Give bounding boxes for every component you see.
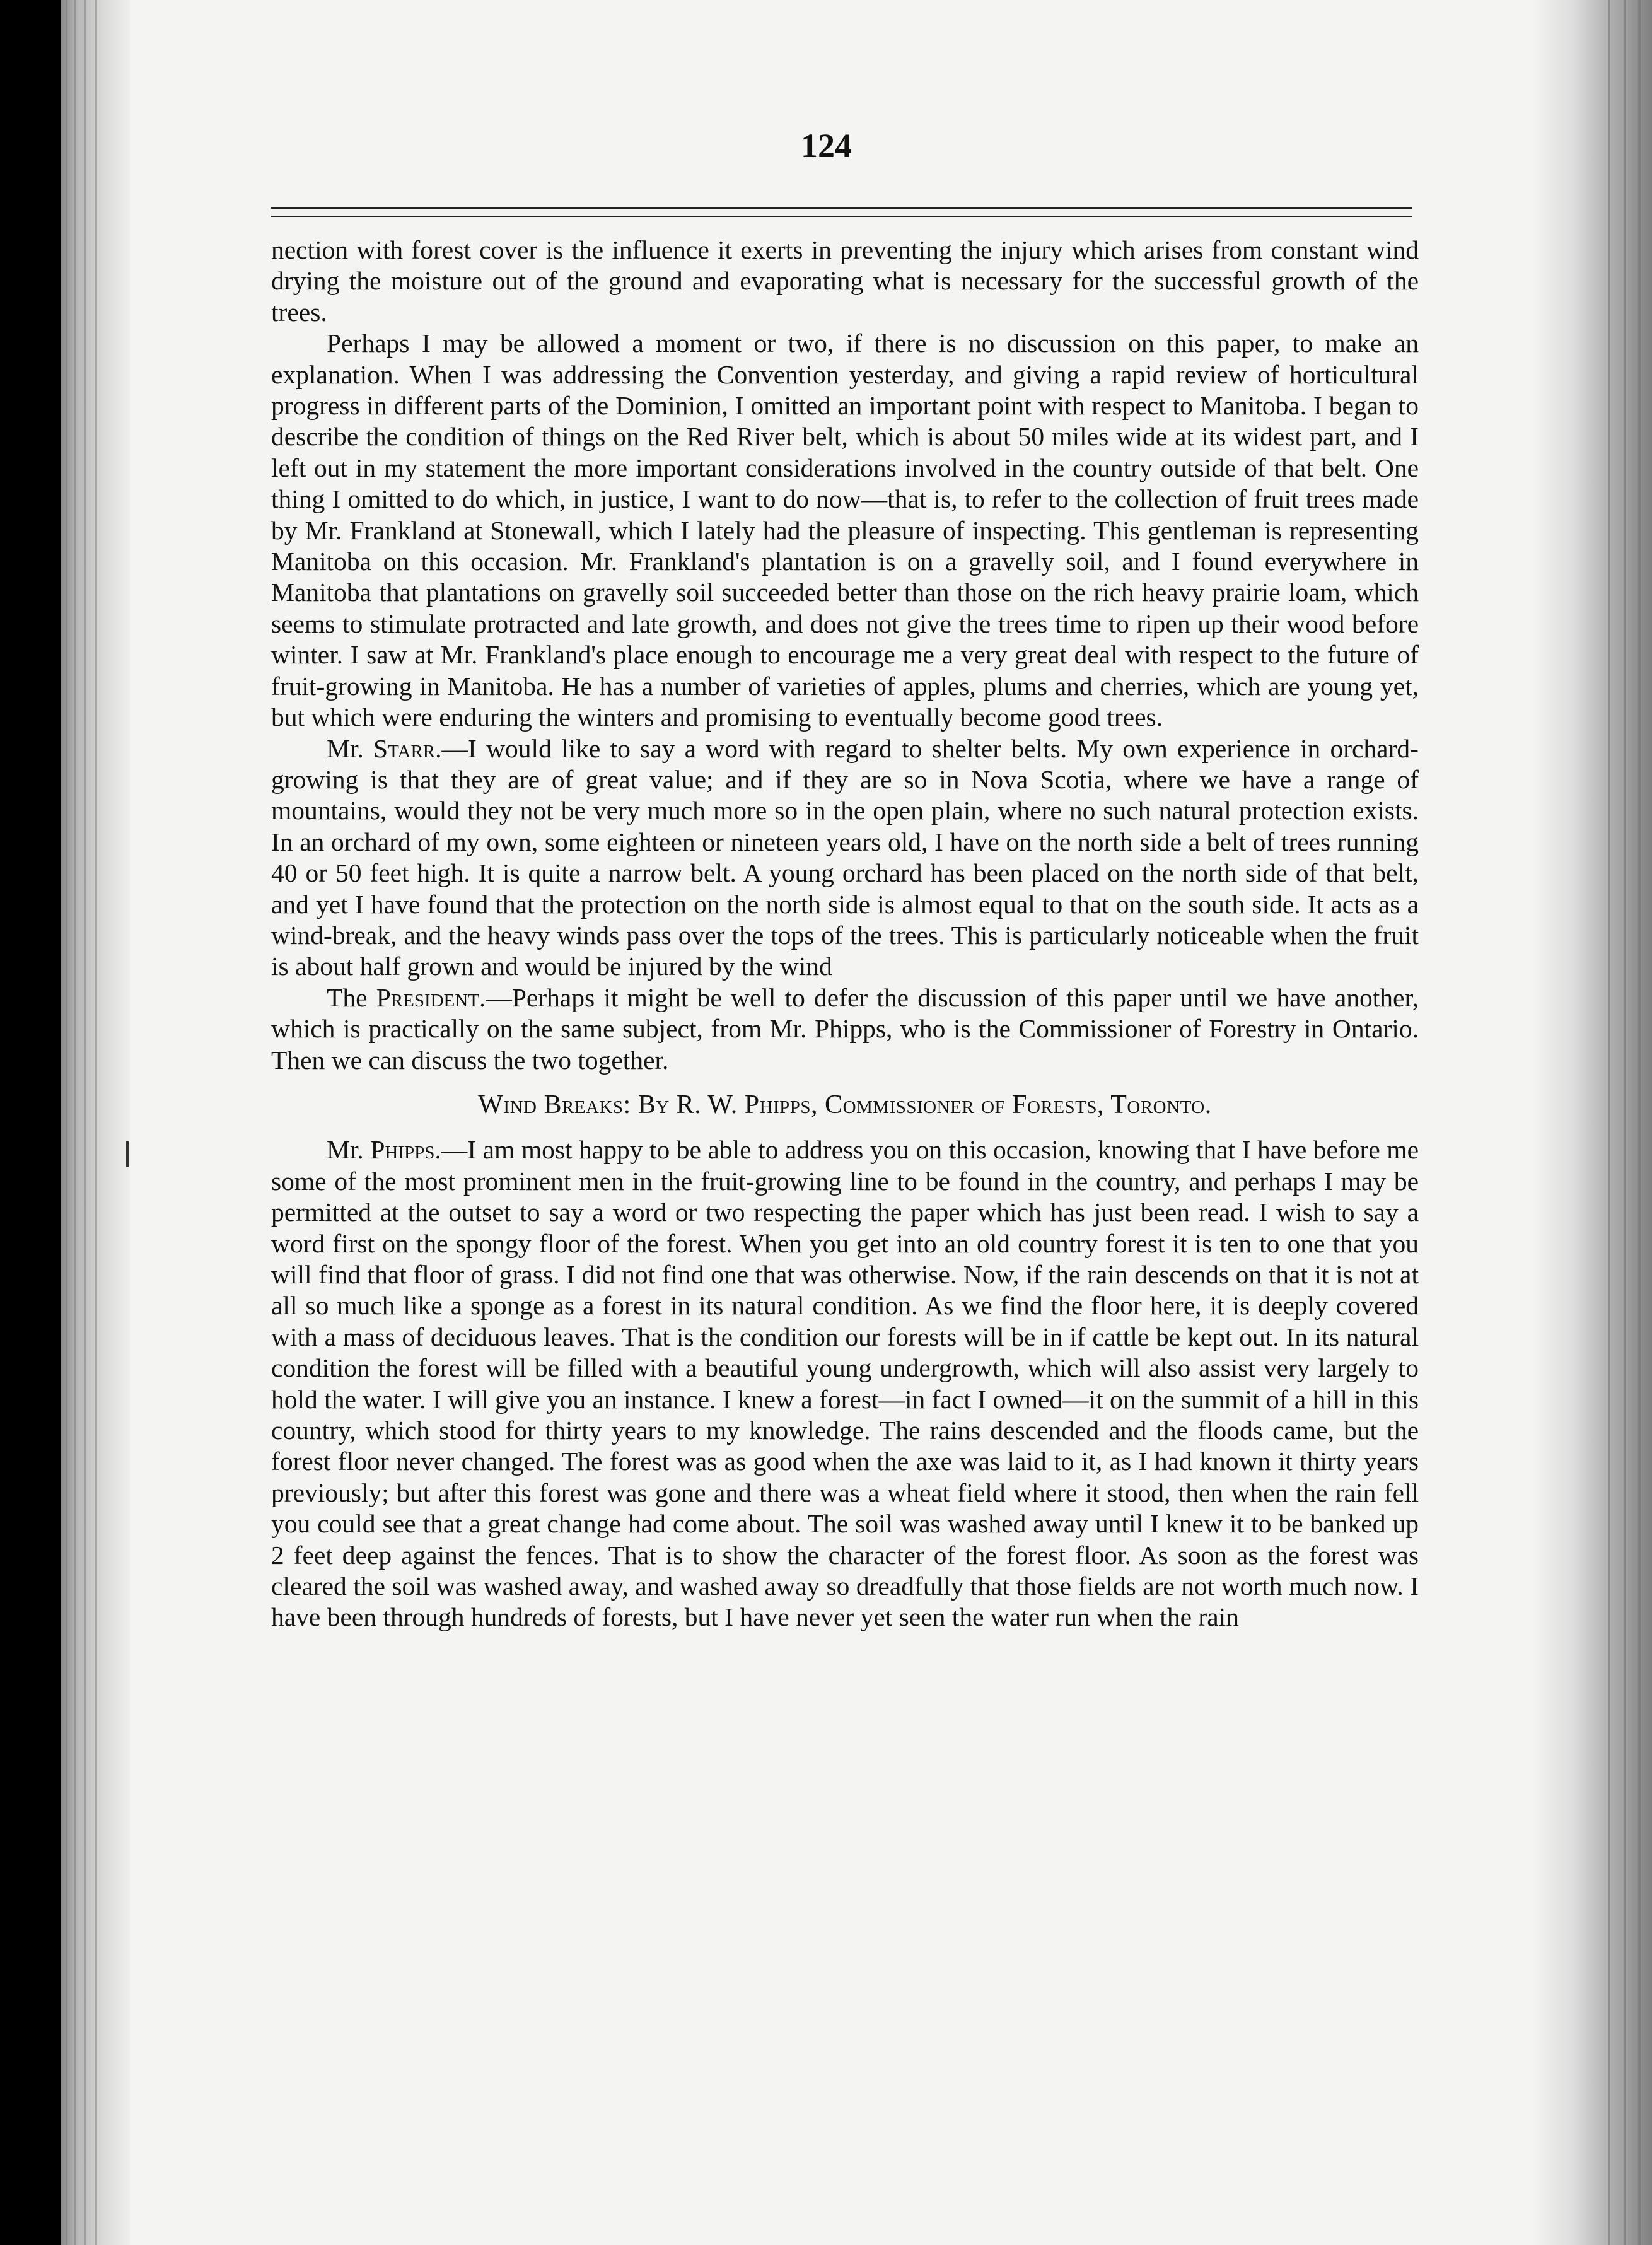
speaker-name: President.	[376, 983, 486, 1012]
paragraph	[271, 983, 1419, 1076]
scan-edge-right	[1532, 0, 1652, 2245]
header-rule-bottom	[271, 216, 1412, 217]
header-rule-top	[271, 207, 1412, 209]
paragraph-text: Mr.	[327, 733, 374, 763]
paragraph-text: Perhaps I may be allowed a moment or two, if there is no discussion on this paper, to make an explanation. When I was addressing the Convention yesterday, and giving a rapid review of horticultural progress in different parts of the Dominion, I omitted an important point with respect to Manitoba. I began to describe the condition of things on the Red River belt, which is about 50 miles wide at its widest part, and I left out in my statement the more important considerations involved in the country outside of that belt. One thing I omitted to do which, in justice, I want to do now—that is, to refer to the collection of fruit trees made by Mr. Frankland at Stonewall, which I lately had the pleasure of inspecting. This gentleman is representing Manitoba on this occasion. Mr. Frankland's plantation is on a gravelly soil, and I found everywhere in Manitoba that plantations on gravelly soil succeeded better than those on the rich heavy prairie loam, which seems to stimulate protracted and late growth, and does not give the trees time to ripen up their wood before winter. I saw at Mr. Frankland's place enough to encourage me a very great deal with respect to the future of fruit-growing in Manitoba. He has a number of varieties of apples, plums and cherries, which are young yet, but which were enduring the winters and promising to eventually become good trees.	[271, 329, 1419, 732]
paragraph	[271, 328, 1419, 733]
scan-edge-left	[61, 0, 130, 2245]
paragraph	[271, 235, 1419, 328]
paragraph	[271, 1134, 1419, 1633]
paragraph-text: The	[327, 983, 376, 1012]
body-text	[271, 235, 1419, 1633]
speaker-name: Phipps.	[370, 1135, 441, 1165]
paragraph-text: —Perhaps it might be well to defer the discussion of this paper until we have another, which is practically on the same subject, from Mr. Phipps, who is the Commissioner of Forestry in Ontario. Then we can discuss the two together.	[271, 983, 1419, 1075]
paragraph-text: nection with forest cover is the influence it exerts in preventing the injury which arises from constant wind drying the moisture out of the ground and evaporating what is necessary for the successful growth of the trees.	[271, 235, 1419, 327]
paragraph	[271, 733, 1419, 983]
paragraph-text: —I would like to say a word with regard to shelter belts. My own experience in orchard-growing is that they are of great value; and if they are so in Nova Scotia, where we have a range of mountains, would they not be very much more so in the open plain, where no such natural protection exists. In an orchard of my own, some eighteen or nineteen years old, I have on the north side a belt of trees running 40 or 50 feet high. It is quite a narrow belt. A young orchard has been placed on the north side of that belt, and yet I have found that the protection on the north side is almost equal to that on the south side. It acts as a wind-break, and the heavy winds pass over the tops of the trees. This is particularly noticeable when the fruit is about half grown and would be injured by the wind	[271, 733, 1419, 981]
paragraph-group-1	[271, 235, 1419, 1076]
speaker-name: Starr.	[373, 733, 442, 763]
section-heading: Wind Breaks: By R. W. Phipps, Commissioner of Forests, Toronto.	[478, 1090, 1212, 1119]
paragraph-text: Mr.	[327, 1135, 371, 1165]
paragraph-group-2	[271, 1134, 1419, 1633]
margin-mark	[126, 1141, 129, 1167]
page-number: 124	[801, 127, 852, 165]
paragraph-text: —I am most happy to be able to address you on this occasion, knowing that I have before me some of the most prominent men in the fruit-growing line to be found in the country, and perhaps I may be permitted at the outset to say a word or two respecting the paper which has just been read. I wish to say a word first on the spongy floor of the forest. When you get into an old country forest it is ten to one that you will find that floor of grass. I did not find one that was otherwise. Now, if the rain descends on that it is not at all so much like a sponge as a forest in its natural condition. As we find the floor here, it is deeply covered with a mass of deciduous leaves. That is the condition our forests will be in if cattle be kept out. In its natural condition the forest will be filled with a beautiful young undergrowth, which will also assist very largely to hold the water. I will give you an instance. I knew a forest—in fact I owned—it on the summit of a hill in this country, which stood for thirty years to my knowledge. The rains descended and the floods came, but the forest floor never changed. The forest was as good when the axe was laid to it, as I had known it thirty years previously; but after this forest was gone and there was a wheat field where it stood, then when the rain fell you could see that a great change had come about. The soil was washed away until I knew it to be banked up 2 feet deep against the fences. That is to show the character of the forest floor. As soon as the forest was cleared the soil was washed away, and washed away so dreadfully that those fields are not worth much now. I have been through hundreds of forests, but I have never yet seen the water run when the rain	[271, 1135, 1419, 1632]
